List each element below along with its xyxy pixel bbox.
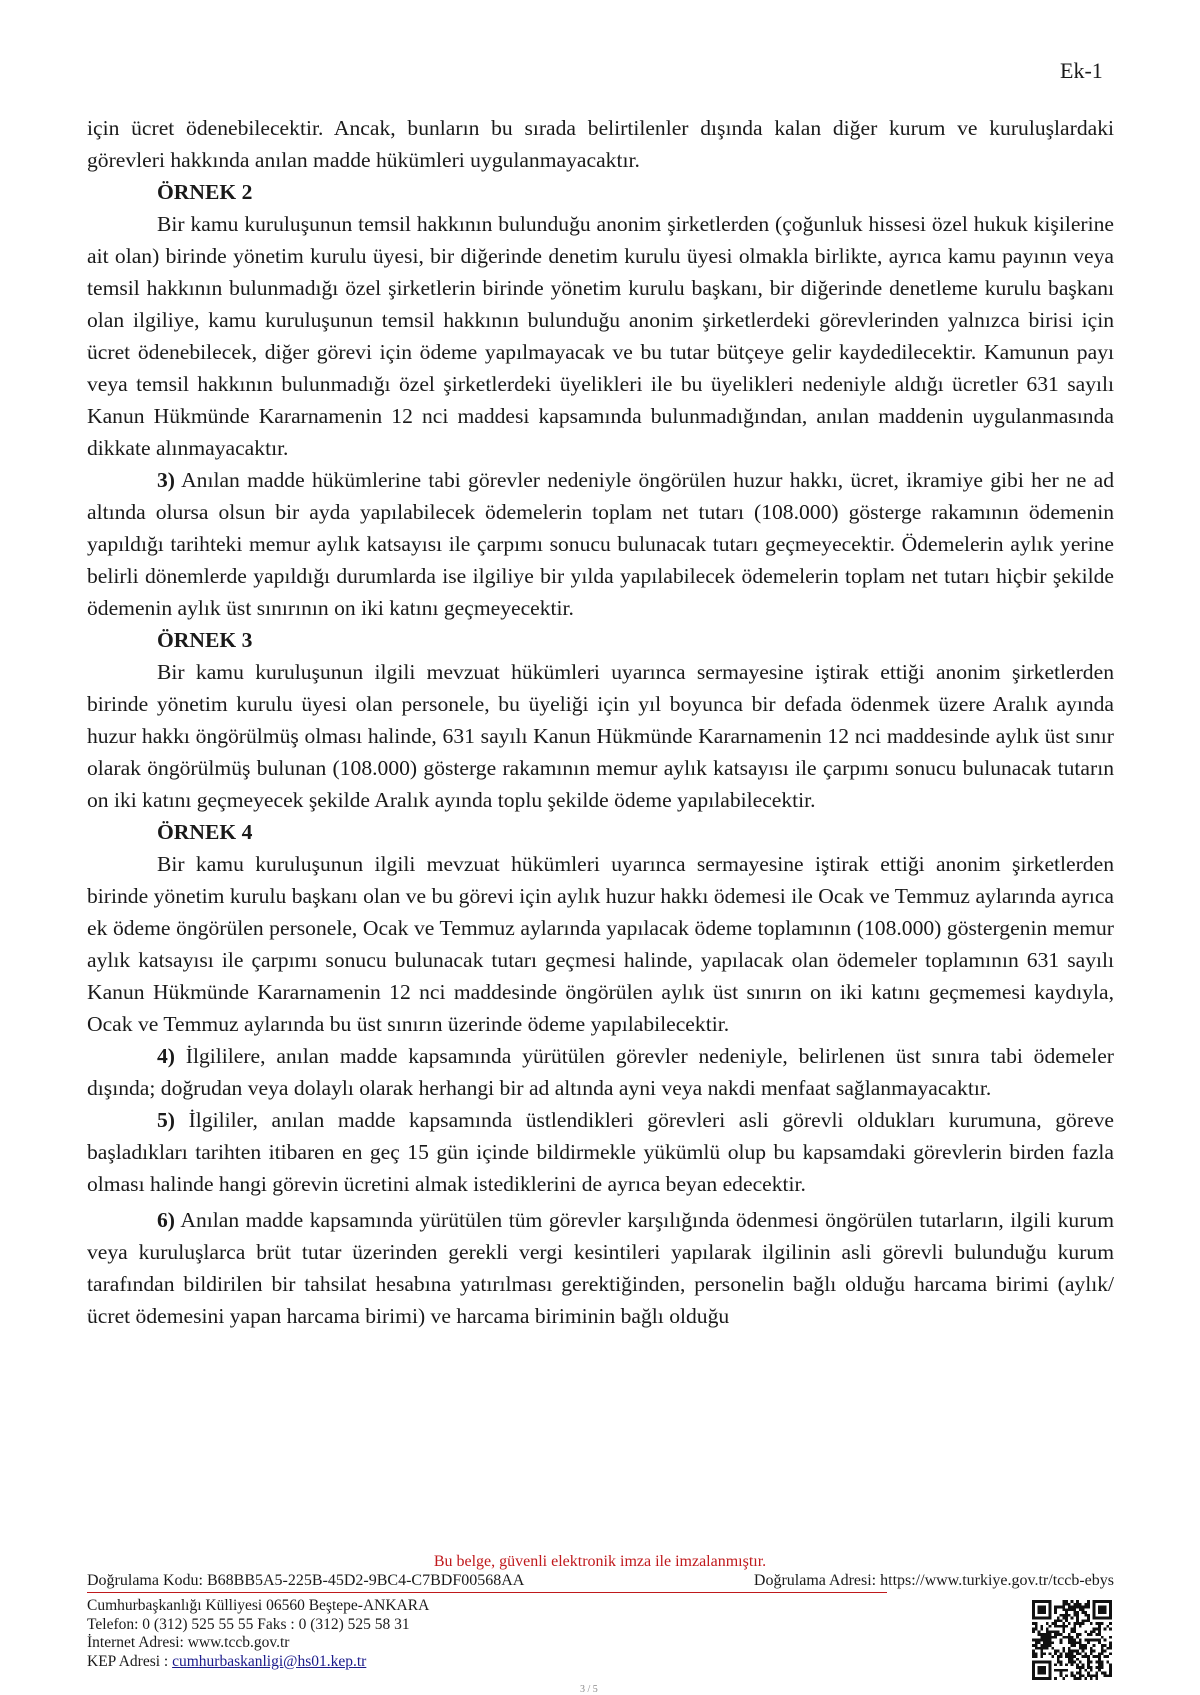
item-3 [87, 464, 1114, 624]
verification-address[interactable]: Doğrulama Adresi: https://www.turkiye.gov.tr/tccb-ebys [753, 1572, 1114, 1589]
example-3-text: Bir kamu kuruluşunun ilgili mevzuat hükümleri uyarınca sermayesine iştirak ettiği anonim şirketlerden birinde yönetim kurulu üyesi olan personele, bu üyeliği için yıl boyunca bir defada ödenmek üzere Aralık ayında huzur hakkı öngörülmüş olması halinde, 631 sayılı Kanun Hükmünde Kararnamenin 12 nci maddesinde aylık üst sınır olarak öngörülmüş bulunan (108.000) gösterge rakamının memur aylık katsayısı ile çarpımı sonucu bulunacak tutarın on iki katını geçmeyecek şekilde Aralık ayında toplu şekilde ödeme yapılabilecektir. [87, 660, 1114, 812]
item-3-text: Anılan madde hükümlerine tabi görevler nedeniyle öngörülen huzur hakkı, ücret, ikramiye gibi her ne ad altında olursa olsun bir ayda yapılabilecek ödemelerin toplam net tutarı (108.000) gösterge rakamının ödemenin yapıldığı tarihteki memur aylık katsayısı ile çarpımı sonucu bulunacak tutarı geçmeyecektir. Ödemelerin aylık yerine belirli dönemlerde yapıldığı durumlarda ise ilgiliye bir yılda yapılabilecek ödemelerin toplam net tutarı hiçbir şekilde ödemenin aylık üst sınırının on iki katını geçmeyecektir. [87, 468, 1114, 620]
item-5-number: 5) [157, 1108, 175, 1132]
phone-line: Telefon: 0 (312) 525 55 55 Faks : 0 (312) 525 58 31 [87, 1615, 410, 1633]
qr-code-icon [1032, 1600, 1112, 1680]
page-number: 3 / 5 [580, 1684, 598, 1695]
internet-line[interactable]: İnternet Adresi: www.tccb.gov.tr [87, 1634, 290, 1651]
item-5 [87, 1104, 1114, 1200]
page-label: Ek-1 [1060, 58, 1103, 83]
item-4-number: 4) [157, 1044, 175, 1068]
verification-row [87, 1572, 1114, 1592]
document-body [87, 112, 1114, 1332]
example-4-heading: ÖRNEK 4 [157, 820, 253, 844]
footer-divider [87, 1592, 887, 1593]
item-5-text: İlgililer, anılan madde kapsamında üstlendikleri görevleri asli görevli oldukları kurumuna, göreve başladıkları tarihten itibaren en geç 15 gün içinde bildirmekle yükümlü olup bu kapsamdaki görevlerin birden fazla olması halinde hangi görevin ücretini almak istediklerini de ayrıca beyan edecektir. [87, 1108, 1114, 1196]
item-6 [87, 1204, 1114, 1332]
paragraph-continuation: için ücret ödenebilecektir. Ancak, bunların bu sırada belirtilenler dışında kalan diğer kurum ve kuruluşlardaki görevleri hakkında anılan madde hükümleri uygulanmayacaktır. [87, 116, 1114, 172]
signature-note: Bu belge, güvenli elektronik imza ile imzalanmıştır. [433, 1553, 767, 1570]
address-line: Cumhurbaşkanlığı Külliyesi 06560 Beştepe-ANKARA [87, 1597, 430, 1614]
kep-link[interactable]: cumhurbaskanligi@hs01.kep.tr [172, 1652, 367, 1670]
kep-label: KEP Adresi : [87, 1652, 173, 1670]
kep-line [87, 1653, 429, 1672]
example-3-heading: ÖRNEK 3 [157, 628, 253, 652]
item-4-text: İlgililere, anılan madde kapsamında yürütülen görevler nedeniyle, belirlenen üst sınıra tabi ödemeler dışında; doğrudan veya dolaylı olarak herhangi bir ad altında ayni veya nakdi menfaat sağlanmayacaktır. [87, 1044, 1114, 1100]
example-2-heading: ÖRNEK 2 [157, 180, 253, 204]
item-6-number: 6) [157, 1208, 175, 1232]
footer-address-block [87, 1597, 429, 1671]
item-3-number: 3) [157, 468, 175, 492]
verification-code: Doğrulama Kodu: B68BB5A5-225B-45D2-9BC4-C7BDF00568AA [87, 1572, 525, 1589]
example-2-text: Bir kamu kuruluşunun temsil hakkının bulunduğu anonim şirketlerden (çoğunluk hissesi özel hukuk kişilerine ait olan) birinde yönetim kurulu üyesi, bir diğerinde denetim kurulu üyesi olmakla birlikte, ayrıca kamu payının veya temsil hakkının bulunmadığı özel şirketlerin birinde yönetim kurulu başkanı, bir diğerinde denetleme kurulu başkanı olan ilgiliye, kamu kuruluşunun temsil hakkının bulunduğu anonim şirketlerdeki görevlerinden yalnızca birisi için ücret ödenebilecek, diğer görevi için ödeme yapılmayacak ve bu tutar bütçeye gelir kaydedilecektir. Kamunun payı veya temsil hakkının bulunmadığı özel şirketlerdeki üyelikleri ile bu üyelikleri nedeniyle aldığı ücretler 631 sayılı Kanun Hükmünde Kararnamenin 12 nci maddesi kapsamında bulunmadığından, anılan maddenin uygulanmasında dikkate alınmayacaktır. [87, 212, 1114, 460]
item-6-text: Anılan madde kapsamında yürütülen tüm görevler karşılığında ödenmesi öngörülen tutarların, ilgili kurum veya kuruluşlarca brüt tutar üzerinden gerekli vergi kesintileri yapılarak ilgilinin asli görevli bulunduğu kurum tarafından bildirilen bir tahsilat hesabına yatırılması gerektiğinden, personelin bağlı olduğu harcama birimi (aylık/ücret ödemesini yapan harcama birimi) ve harcama biriminin bağlı olduğu [87, 1208, 1114, 1328]
example-4-text: Bir kamu kuruluşunun ilgili mevzuat hükümleri uyarınca sermayesine iştirak ettiği anonim şirketlerden birinde yönetim kurulu başkanı olan ve bu görevi için aylık huzur hakkı ödemesi ile Ocak ve Temmuz aylarında ayrıca ek ödeme öngörülen personele, Ocak ve Temmuz aylarında yapılacak ödeme toplamının (108.000) göstergenin memur aylık katsayısı ile çarpımı sonucu bulunacak tutarı geçmesi halinde, yapılacak olan ödemeler toplamının 631 sayılı Kanun Hükmünde Kararnamenin 12 nci maddesinde öngörülen aylık üst sınırın on iki katını geçmemesi kaydıyla, Ocak ve Temmuz aylarında bu üst sınırın üzerinde ödeme yapılabilecektir. [87, 852, 1114, 1036]
item-4 [87, 1040, 1114, 1104]
